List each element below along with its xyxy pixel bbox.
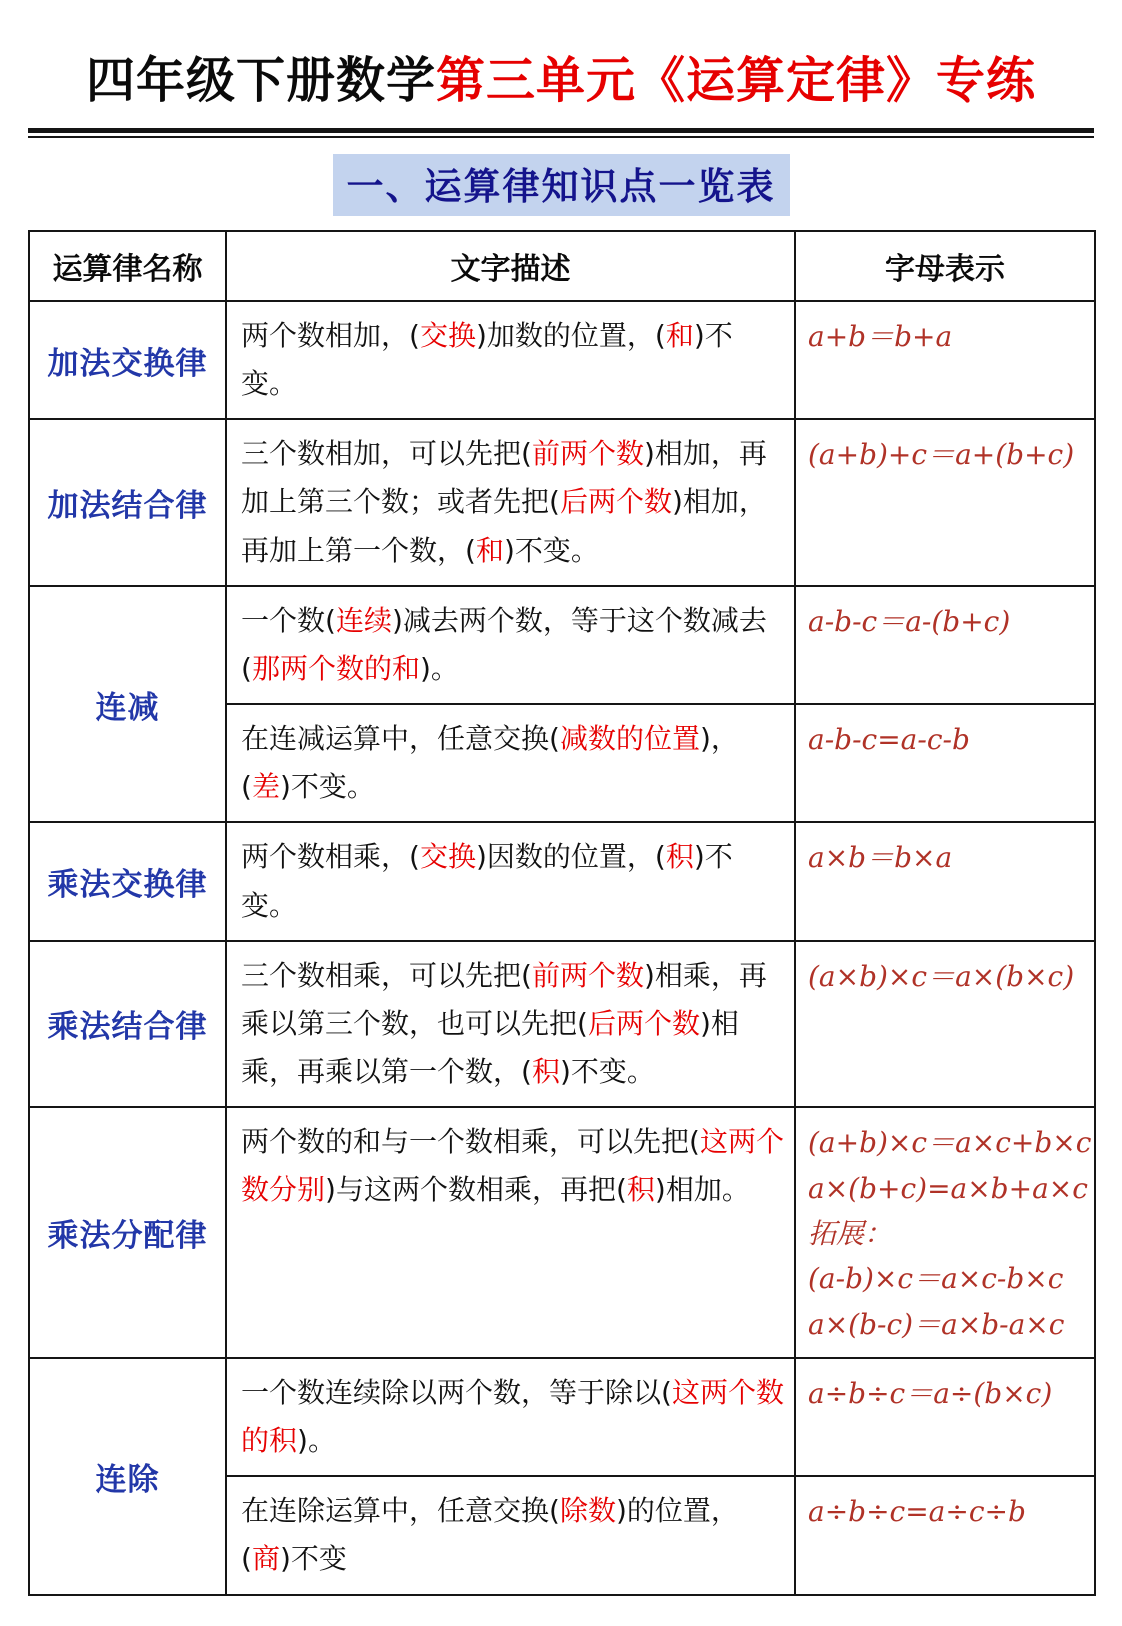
page-title	[28, 42, 1094, 112]
header-law-name: 运算律名称	[29, 231, 226, 301]
highlighted-term: 积	[626, 1173, 655, 1207]
law-description-cell	[226, 1358, 795, 1476]
highlighted-term: 交换	[419, 319, 476, 352]
formula-line: (a+b)×c＝a×c+b×c	[808, 1126, 1092, 1160]
description-text: )相加，再加上第一个数，(	[241, 485, 767, 567]
description-text: 三个数相加，可以先把(	[241, 437, 532, 471]
law-name-cell: 乘法结合律	[29, 941, 226, 1107]
header-formula: 字母表示	[795, 231, 1095, 301]
law-formula-cell	[795, 1476, 1095, 1594]
law-description-cell	[226, 301, 795, 419]
description-text: )不变。	[559, 1055, 655, 1089]
table-row	[29, 1358, 1095, 1476]
description-text: )相乘，再乘以第三个数，也可以先把(	[241, 958, 767, 1040]
description-text: )。	[297, 1424, 336, 1458]
formula-line: a×(b+c)=a×b+a×c	[808, 1171, 1088, 1205]
highlighted-term: 连续	[335, 603, 392, 637]
law-description-cell	[226, 1107, 795, 1358]
law-name-cell: 乘法分配律	[29, 1107, 226, 1358]
description-text: 在连除运算中，任意交换(	[241, 1494, 560, 1528]
table-row	[29, 586, 1095, 704]
law-formula-cell	[795, 1107, 1095, 1358]
law-formula-cell	[795, 941, 1095, 1107]
highlighted-term: 前两个数	[531, 958, 644, 992]
description-text: 两个数相乘，(	[241, 840, 420, 874]
law-description-cell	[226, 586, 795, 704]
law-formula-cell	[795, 586, 1095, 704]
page-title-red-part: 第三单元《运算定律》专练	[436, 51, 1037, 109]
formula-line: a×(b-c)＝a×b-a×c	[808, 1307, 1065, 1341]
highlighted-term: 交换	[419, 840, 476, 874]
formula-line: 拓展：	[808, 1216, 893, 1250]
law-formula-cell	[795, 419, 1095, 585]
law-description-cell	[226, 941, 795, 1107]
description-text: )相加，再加上第三个数；或者先把(	[241, 437, 767, 519]
description-text: )，(	[241, 722, 739, 804]
law-name-cell: 连减	[29, 586, 226, 823]
table-row	[29, 941, 1095, 1107]
description-text: )相乘，再乘以第一个数，(	[241, 1006, 739, 1089]
description-text: 在连减运算中，任意交换(	[241, 722, 560, 756]
highlighted-term: 这两个数分别	[241, 1125, 784, 1207]
formula-line: a÷b÷c＝a÷(b×c)	[808, 1376, 1053, 1410]
law-formula-cell	[795, 704, 1095, 822]
description-text: 两个数相加，(	[241, 319, 420, 352]
highlighted-term: 那两个数的和	[251, 651, 420, 685]
highlighted-term: 这两个数的积	[241, 1375, 784, 1458]
highlighted-term: 积	[531, 1055, 560, 1089]
description-text: 一个数连续除以两个数，等于除以(	[241, 1375, 672, 1409]
highlighted-term: 后两个数	[587, 1006, 700, 1040]
table-row	[29, 301, 1095, 419]
description-text: )不变。	[241, 840, 733, 922]
law-description-cell	[226, 704, 795, 822]
description-text: )不变。	[279, 770, 375, 804]
formula-line: (a-b)×c＝a×c-b×c	[808, 1262, 1064, 1296]
description-text: )因数的位置，(	[475, 840, 666, 874]
description-text: )不变。	[241, 319, 733, 401]
table-row	[29, 1107, 1095, 1358]
description-text: )不变。	[503, 533, 599, 567]
formula-line: (a×b)×c＝a×(b×c)	[808, 959, 1075, 993]
law-formula-cell	[795, 1358, 1095, 1476]
highlighted-term: 除数	[559, 1494, 616, 1528]
law-description-cell	[226, 1476, 795, 1594]
description-text: )与这两个数相乘，再把(	[325, 1173, 627, 1207]
header-description: 文字描述	[226, 231, 795, 301]
formula-line: a×b＝b×a	[808, 841, 953, 875]
formula-line: a-b-c=a-c-b	[808, 723, 970, 757]
highlighted-term: 和	[665, 319, 694, 352]
highlighted-term: 减数的位置	[559, 722, 700, 756]
law-description-cell	[226, 419, 795, 585]
highlighted-term: 商	[251, 1542, 280, 1576]
description-text: )减去两个数，等于这个数减去(	[241, 603, 767, 685]
table-row	[29, 419, 1095, 585]
formula-line: (a+b)+c＝a+(b+c)	[808, 438, 1075, 472]
law-name-cell: 连除	[29, 1358, 226, 1595]
table-header-row	[29, 231, 1095, 301]
description-text: )相加。	[654, 1173, 750, 1207]
page-title-black-part: 四年级下册数学	[85, 51, 436, 109]
highlighted-term: 积	[665, 840, 694, 874]
highlighted-term: 和	[475, 533, 504, 567]
formula-line: a-b-c＝a-(b+c)	[808, 604, 1011, 638]
formula-line: a+b＝b+a	[808, 320, 953, 353]
section-heading: 一、运算律知识点一览表	[333, 154, 790, 216]
description-text: 两个数的和与一个数相乘，可以先把(	[241, 1125, 700, 1159]
law-formula-cell	[795, 301, 1095, 419]
law-name-cell: 加法交换律	[29, 301, 226, 419]
title-double-rule	[28, 128, 1094, 138]
formula-line: a÷b÷c=a÷c÷b	[808, 1495, 1026, 1529]
section-heading-row	[28, 154, 1094, 216]
highlighted-term: 差	[251, 770, 280, 804]
description-text: 一个数(	[241, 603, 336, 637]
table-row	[29, 822, 1095, 940]
laws-table-body	[29, 301, 1095, 1595]
description-text: )不变	[279, 1542, 347, 1576]
highlighted-term: 前两个数	[531, 437, 644, 471]
law-description-cell	[226, 822, 795, 940]
law-name-cell: 加法结合律	[29, 419, 226, 585]
law-name-cell: 乘法交换律	[29, 822, 226, 940]
description-text: 三个数相乘，可以先把(	[241, 958, 532, 992]
highlighted-term: 后两个数	[559, 485, 672, 519]
description-text: )。	[419, 651, 459, 685]
law-formula-cell	[795, 822, 1095, 940]
laws-table	[28, 230, 1096, 1596]
description-text: )的位置，(	[241, 1494, 739, 1576]
description-text: )加数的位置，(	[475, 319, 666, 352]
